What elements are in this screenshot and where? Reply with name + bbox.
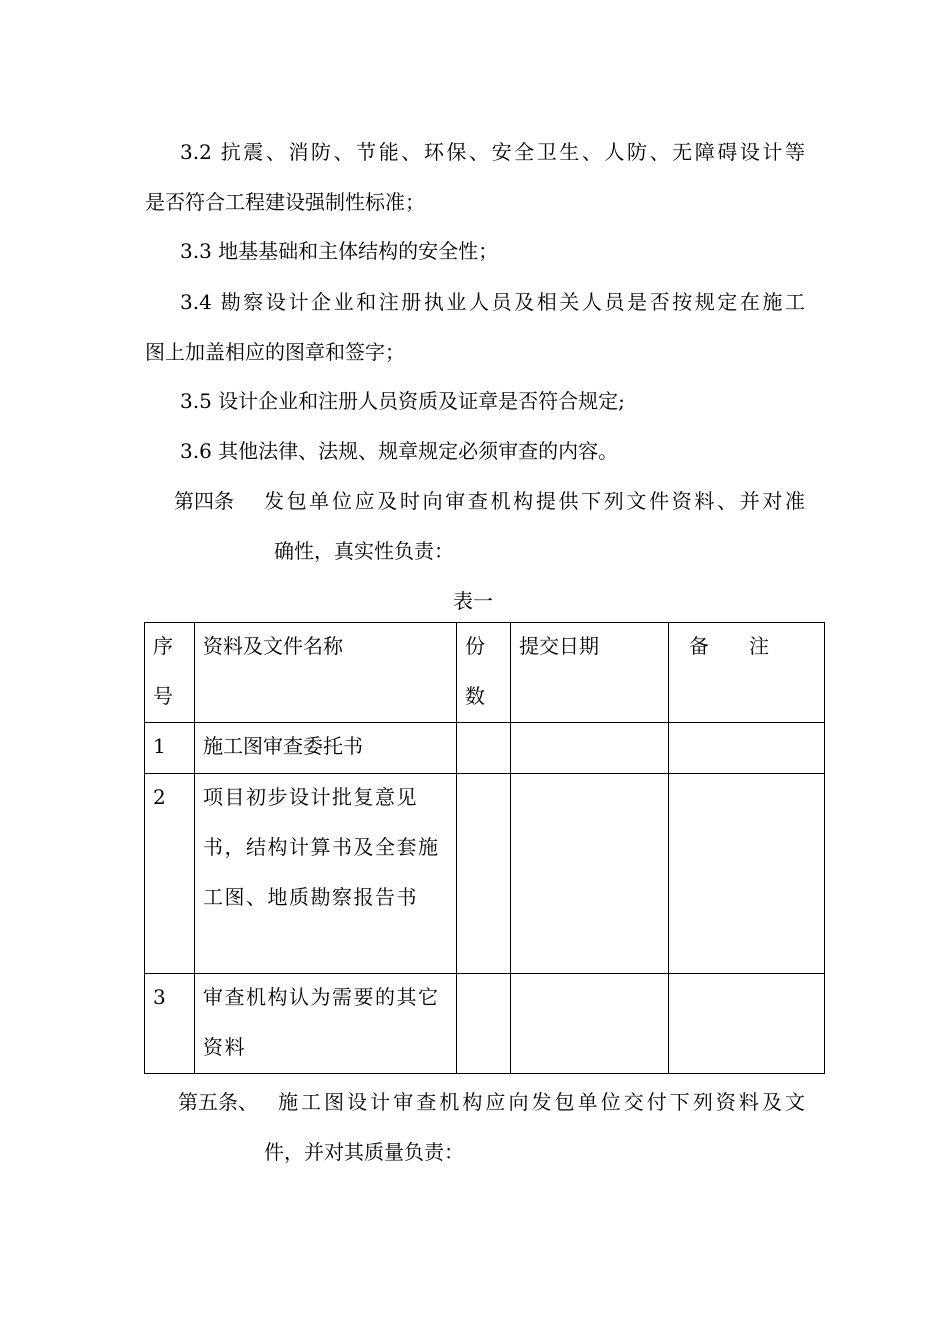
cell-seq: 3	[145, 974, 195, 1074]
cell-copies	[457, 974, 511, 1074]
article-4-label: 第四条	[174, 489, 234, 513]
article-5-line-1: 施工图设计审查机构应向发包单位交付下列资料及文	[278, 1090, 805, 1114]
header-remark: 备 注	[669, 623, 825, 723]
cell-copies	[457, 774, 511, 974]
cell-copies	[457, 723, 511, 774]
cell-name: 审查机构认为需要的其它资料	[195, 974, 457, 1074]
paragraph-3-6: 3.6 其他法律、法规、规章规定必须审查的内容。	[180, 439, 619, 463]
cell-seq: 2	[145, 774, 195, 974]
table-row	[145, 774, 825, 974]
paragraph-3-5: 3.5 设计企业和注册人员资质及证章是否符合规定;	[180, 389, 625, 413]
cell-name: 项目初步设计批复意见书，结构计算书及全套施工图、地质勘察报告书	[195, 774, 457, 974]
documents-table	[144, 622, 825, 1074]
cell-name: 施工图审查委托书	[195, 723, 457, 774]
table-row	[145, 723, 825, 774]
article-5-label: 第五条、	[178, 1090, 258, 1114]
cell-remark	[669, 974, 825, 1074]
cell-date	[511, 774, 669, 974]
header-copies: 份数	[457, 623, 511, 723]
article-5-line-2: 件，并对其质量负责：	[264, 1140, 464, 1164]
header-seq: 序号	[145, 623, 195, 723]
cell-date	[511, 974, 669, 1074]
cell-date	[511, 723, 669, 774]
paragraph-3-4-line-2: 图上加盖相应的图章和签字；	[145, 340, 405, 364]
paragraph-3-2-line-1: 3.2 抗震、消防、节能、环保、安全卫生、人防、无障碍设计等	[180, 140, 805, 164]
cell-seq: 1	[145, 723, 195, 774]
cell-remark	[669, 723, 825, 774]
cell-remark	[669, 774, 825, 974]
paragraph-3-4-line-1: 3.4 勘察设计企业和注册执业人员及相关人员是否按规定在施工	[180, 290, 805, 314]
paragraph-3-3: 3.3 地基基础和主体结构的安全性；	[180, 239, 499, 263]
header-date: 提交日期	[511, 623, 669, 723]
paragraph-3-2-line-2: 是否符合工程建设强制性标准；	[145, 190, 425, 214]
table-row	[145, 974, 825, 1074]
table-header-row	[145, 623, 825, 723]
article-4-line-2: 确性，真实性负责：	[274, 539, 454, 563]
header-name: 资料及文件名称	[195, 623, 457, 723]
article-4-line-1: 发包单位应及时向审查机构提供下列文件资料、并对准	[264, 489, 805, 513]
table-caption: 表一	[453, 589, 493, 613]
